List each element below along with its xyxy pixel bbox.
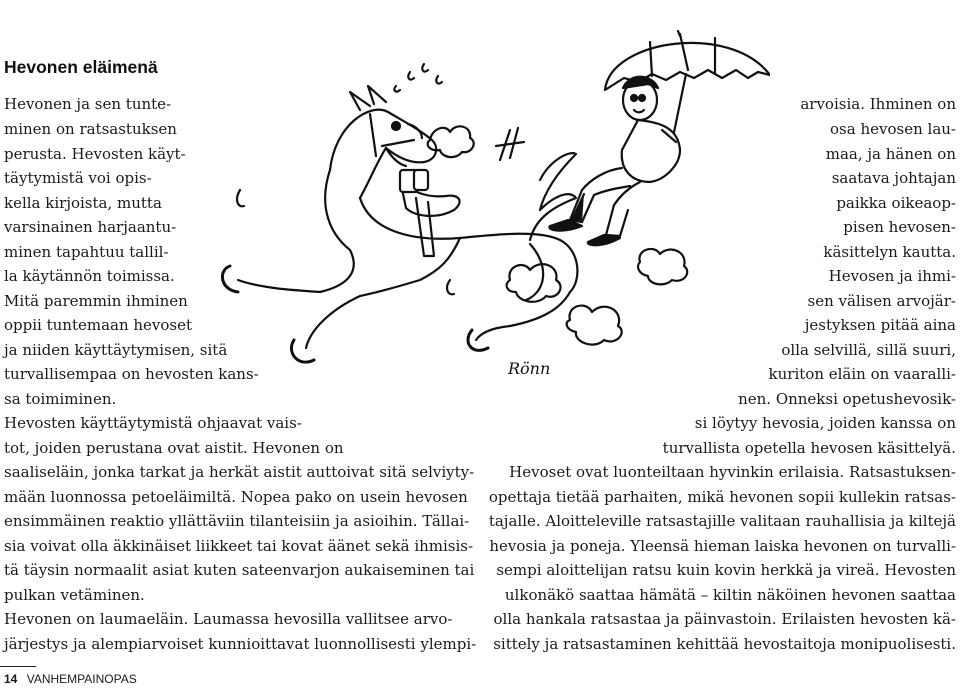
right-text-line: olla hankala ratsastaa ja päinvastoin. Erilaisten hevosten kä- [493, 610, 956, 628]
left-text-line: mään luonnossa petoeläimiltä. Nopea pako on usein hevosen [4, 488, 468, 506]
page-footer [4, 672, 137, 686]
right-text-line: sen välisen arvojär- [807, 292, 956, 310]
left-text-line: sa toimiminen. [4, 390, 117, 408]
left-text-line: varsinainen harjaantu- [4, 218, 177, 236]
left-text-line: tä täysin normaalit asiat kuten sateenvarjon aukaiseminen tai [4, 561, 475, 579]
left-text-line: perusta. Hevosten käyt- [4, 145, 186, 163]
horse-illustration [210, 30, 770, 410]
left-text-line: oppii tuntemaan hevoset [4, 316, 193, 334]
left-text-line: täytymistä voi opis- [4, 169, 152, 187]
left-text-line: Hevosten käyttäytymistä ohjaavat vais- [4, 414, 302, 432]
right-text-line: jestyksen pitää aina [804, 316, 956, 334]
left-text-line: Hevonen on laumaeläin. Laumassa hevosilla vallitsee arvo- [4, 610, 453, 628]
left-text-line: ensimmäinen reaktio yllättäviin tilanteisiin ja asioihin. Tällai- [4, 512, 470, 530]
page-number: 14 [4, 672, 18, 686]
left-text-line: la käytännön toimissa. [4, 267, 175, 285]
left-text-line: sia voivat olla äkkinäiset liikkeet tai kovat äänet sekä ihmisis- [4, 537, 474, 555]
right-text-line: käsittelyn kautta. [823, 243, 956, 261]
right-text-line: si löytyy hevosia, joiden kanssa on [694, 414, 956, 432]
left-text-line: minen tapahtuu tallil- [4, 243, 169, 261]
right-text-line: nen. Onneksi opetushevosik- [738, 390, 956, 408]
left-text-line: pulkan vetäminen. [4, 586, 145, 604]
right-text-line: Hevosen ja ihmi- [828, 267, 956, 285]
right-text-line: maa, ja hänen on [825, 145, 956, 163]
right-text-line: Hevoset ovat luonteiltaan hyvinkin erilaisia. Ratsastuksen- [509, 463, 956, 481]
horse-icon [222, 64, 687, 362]
right-text-line: osa hevosen lau- [830, 120, 956, 138]
right-text-line: olla selvillä, sillä suuri, [781, 341, 956, 359]
left-text-line: järjestys ja alempiarvoiset kunnioittavat luonnollisesti ylempi- [4, 635, 477, 653]
left-text-line: minen on ratsastuksen [4, 120, 177, 138]
right-text-line: paikka oikeaop- [836, 194, 956, 212]
left-text-line: tot, joiden perustana ovat aistit. Hevonen on [4, 439, 344, 457]
right-text-line: pisen hevosen- [843, 218, 956, 236]
illustration-signature: Rönn [508, 359, 551, 378]
left-text-line: kella kirjoista, mutta [4, 194, 162, 212]
right-text-line: turvallista opetella hevosen käsittelyä. [662, 439, 956, 457]
right-text-line: ulkonäkö saattaa hämätä – kiltin näköinen hevonen saattaa [504, 586, 956, 604]
page-title: Hevonen eläimenä [4, 57, 158, 77]
right-text-line: saatava johtajan [831, 169, 956, 187]
right-text-line: hevosia ja poneja. Yleensä hieman laiska hevonen on turvalli- [489, 537, 956, 555]
left-text-line: Mitä paremmin ihminen [4, 292, 188, 310]
right-text-line: opettaja tietää parhaiten, mikä hevonen sopii kullekin ratsas- [488, 488, 956, 506]
publication-name: VANHEMPAINOPAS [26, 672, 137, 686]
left-text-line: saaliseläin, jonka tarkat ja herkät aistit auttoivat sitä selviyty- [4, 463, 475, 481]
footer-rule [0, 666, 36, 667]
left-text-line: ja niiden käyttäytymisen, sitä [4, 341, 228, 359]
right-text-line: arvoisia. Ihminen on [800, 95, 956, 113]
right-text-line: tajalle. Aloitteleville ratsastajille valitaan rauhallisia ja kiltejä [488, 512, 956, 530]
left-text-line: Hevonen ja sen tunte- [4, 95, 172, 113]
right-text-line: kuriton eläin on vaaralli- [768, 365, 956, 383]
left-text-line: turvallisempaa on hevosten kans- [4, 365, 259, 383]
right-text-line: sittely ja ratsastaminen kehittää hevostaitoja monipuolisesti. [493, 635, 956, 653]
right-text-line: sempi aloittelijan ratsu kuin kovin herkkä ja vireä. Hevosten [496, 561, 956, 579]
